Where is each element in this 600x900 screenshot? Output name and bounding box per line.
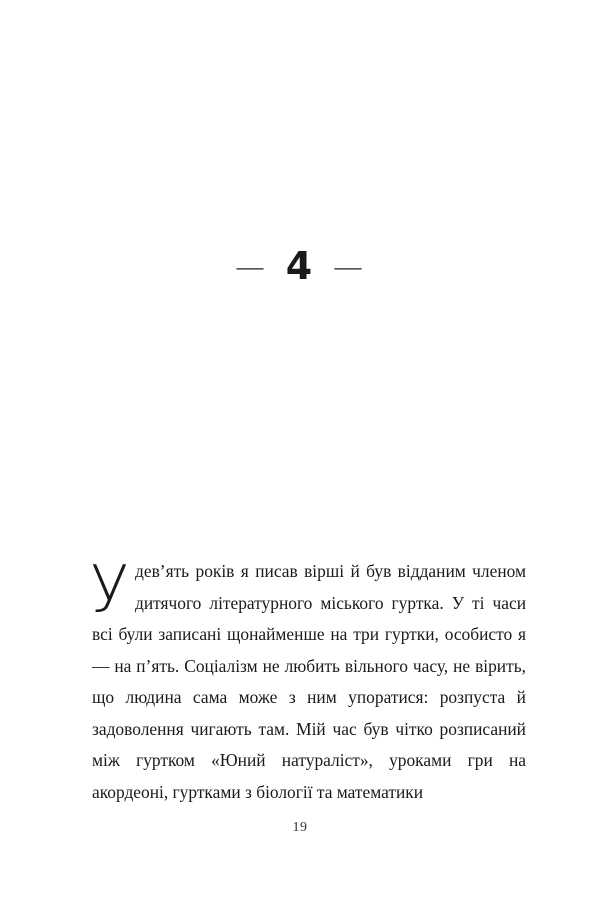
chapter-dash-right: — — [333, 250, 366, 285]
drop-cap: У — [90, 553, 129, 627]
chapter-number: 4 — [285, 244, 315, 288]
paragraph-text: дев’ять років я писав вірші й був відданим членом дитячого літературного міського гуртка. У ті часи всі були записані щонайменше на три гуртки, особисто я — на п’ять. Соціалізм не любить вільного часу, не вірить, що людина сама може з ним упоратися: розпуста й задоволення чигають там. Мій час був чітко розписаний між гуртком «Юний натураліст», уроками гри на акордеоні, гуртками з біології та математики — [92, 561, 526, 802]
page-number: 19 — [292, 820, 308, 835]
body-paragraph — [90, 553, 526, 808]
chapter-dash-left: — — [234, 250, 267, 285]
chapter-heading — [0, 238, 600, 296]
